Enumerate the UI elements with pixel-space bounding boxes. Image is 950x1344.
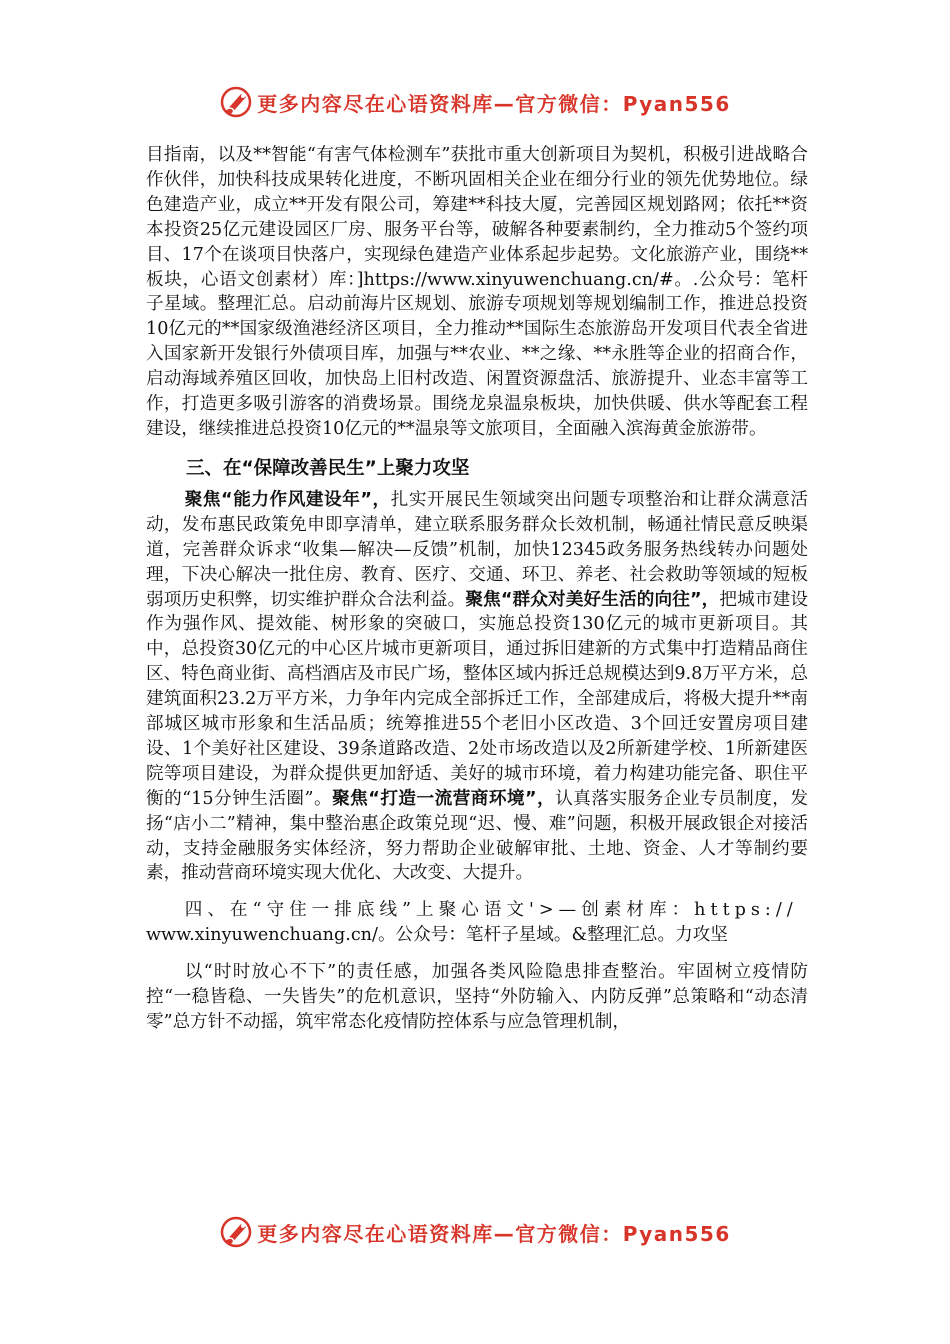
document-body: [146, 143, 808, 1035]
paragraph-text-2: 把城市建设作为强作风、提效能、树形象的突破口，实施总投资130亿元的城市更新项目。其中，总投资30亿元的中心区片城市更新项目，通过拆旧建新的方式集中打造精品商住区、特色商业街、高档酒店及市民广场，整体区域内拆迁总规模达到9.8万平方米，总建筑面积23.2万平方米，力争年内完成全部拆迁工作，全部建成后，将极大提升**南部城区城市形象和生活品质；统筹推进55个老旧小区改造、3个回迁安置房项目建设、1个美好社区建设、39条道路改造、2处市场改造以及2所新建学校、1所新建医院等项目建设，为群众提供更加舒适、美好的城市环境，着力构建功能完备、职住平衡的“15分钟生活圈”。: [146, 589, 808, 809]
paragraph-livelihood: [146, 488, 808, 887]
paragraph-text-1: 扎实开展民生领域突出问题专项整治和让群众满意活动，发布惠民政策免申即享清单，建立联系服务群众长效机制，畅通社情民意反映渠道，完善群众诉求“收集—解决—反馈”机制，加快12345政务服务热线转办问题处理，下决心解决一批住房、教育、医疗、交通、环卫、养老、社会救助等领域的短板弱项历史积弊，切实维护群众合法利益。: [146, 489, 808, 610]
section-heading-4-line2: www.xinyuwenchuang.cn/。公众号：笔杆子星域。&整理汇总。力攻坚: [146, 925, 728, 946]
lead-phrase-1: 聚焦“能力作风建设年”，: [184, 489, 391, 510]
footer-banner-text: 更多内容尽在心语资料库—官方微信：Pyan556: [257, 1221, 731, 1246]
pen-nib-logo-icon: [219, 1215, 253, 1249]
lead-phrase-2: 聚焦“群众对美好生活的向往”，: [465, 589, 720, 610]
paragraph-industry: 目指南，以及**智能“有害气体检测车”获批市重大创新项目为契机，积极引进战略合作伙伴，加快科技成果转化进度，不断巩固相关企业在细分行业的领先优势地位。绿色建造产业，成立**开发有限公司，筹建**科技大厦，完善园区规划路网；依托**资本投资25亿元建设园区厂房、服务平台等，破解各种要素制约，全力推动5个签约项目、17个在谈项目快落户，实现绿色建造产业体系起步起势。文化旅游产业，围绕**板块，心语文创素材）库：]https://www.xinyuwenchuang.cn/#。.公众号：笔杆子星域。整理汇总。启动前海片区规划、旅游专项规划等规划编制工作，推进总投资10亿元的**国家级渔港经济区项目，全力推动**国际生态旅游岛开发项目代表全省进入国家新开发银行外债项目库，加强与**农业、**之缘、**永胜等企业的招商合作，启动海域养殖区回收，加快岛上旧村改造、闲置资源盘活、旅游提升、业态丰富等工作，打造更多吸引游客的消费场景。围绕龙泉温泉板块，加快供暖、供水等配套工程建设，继续推进总投资10亿元的**温泉等文旅项目，全面融入滨海黄金旅游带。: [146, 145, 808, 439]
section-heading-4-line1: 四、在“守住一排底线”上聚心语文'>—创素材库：https://: [184, 900, 798, 921]
lead-phrase-3: 聚焦“打造一流营商环境”，: [332, 788, 556, 809]
header-banner: [0, 82, 950, 122]
paragraph-risk: 以“时时放心不下”的责任感，加强各类风险隐患排查整治。牢固树立疫情防控“一稳皆稳、一失皆失”的危机意识，坚持“外防输入、内防反弹”总策略和“动态清零”总方针不动摇，筑牢常态化疫情防控体系与应急管理机制，: [146, 962, 808, 1032]
header-banner-text: 更多内容尽在心语资料库—官方微信：Pyan556: [257, 91, 731, 116]
footer-banner: [0, 1212, 950, 1252]
paragraph-text-3: 认真落实服务企业专员制度，发扬“店小二”精神，集中整治惠企政策兑现“迟、慢、难”问题，积极开展政银企对接活动，支持金融服务实体经济，努力帮助企业破解审批、土地、资金、人才等制约要素，推动营商环境实现大优化、大改变、大提升。: [146, 788, 808, 884]
section-heading-3: 三、在“保障改善民生”上聚力攻坚: [186, 457, 470, 479]
pen-nib-logo-icon: [219, 85, 253, 119]
